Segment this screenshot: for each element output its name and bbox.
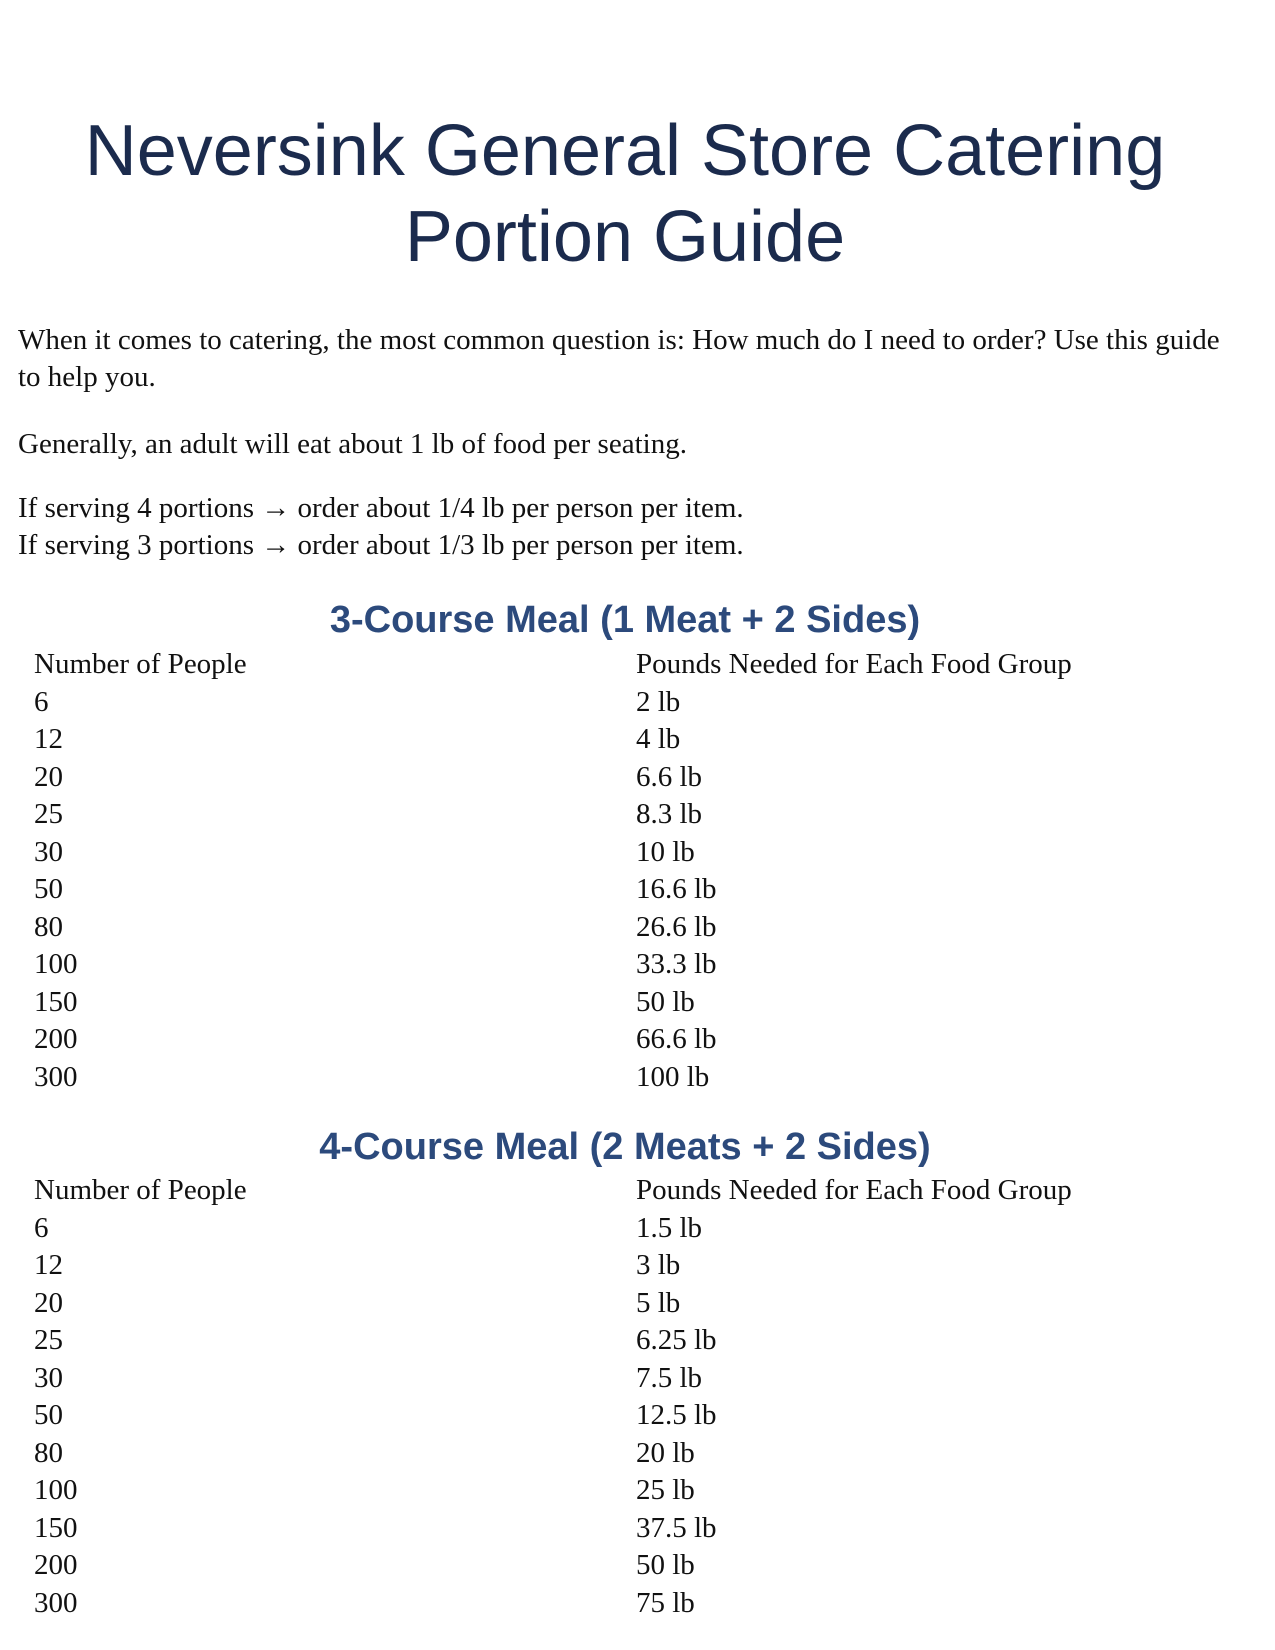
- people-count-cell: 20: [34, 1286, 63, 1319]
- pounds-needed-cell: 50 lb: [636, 985, 695, 1018]
- pounds-needed-cell: 25 lb: [636, 1474, 695, 1506]
- people-count-cell: 25: [34, 1324, 63, 1356]
- people-count-cell: 20: [34, 760, 63, 793]
- people-count-cell: 150: [34, 985, 78, 1018]
- people-count-cell: 80: [34, 1436, 63, 1469]
- table-row: [34, 909, 1214, 947]
- intro-paragraph: When it comes to catering, the most common question is: How much do I need to order? Use this guide to help you.: [18, 324, 1220, 393]
- table-row: [34, 1435, 1214, 1473]
- table-row: [34, 1285, 1214, 1323]
- pounds-needed-cell: 66.6 lb: [636, 1023, 717, 1055]
- three-portions-line: If serving 3 portions → order about 1/3 lb per person per item.: [18, 529, 744, 561]
- table-row: [34, 871, 1214, 909]
- column-header-pounds: Pounds Needed for Each Food Group: [636, 648, 1072, 680]
- table-row: [34, 1247, 1214, 1285]
- table-row: [34, 984, 1214, 1022]
- people-count-cell: 300: [34, 1586, 78, 1619]
- table-row: [34, 1397, 1214, 1435]
- pounds-needed-cell: 6.25 lb: [636, 1324, 717, 1356]
- table-row: [34, 834, 1214, 872]
- pounds-needed-cell: 33.3 lb: [636, 948, 717, 980]
- pounds-needed-cell: 100 lb: [636, 1060, 710, 1093]
- four-course-heading: 4-Course Meal (2 Meats + 2 Sides): [319, 1126, 931, 1168]
- pounds-needed-cell: 12.5 lb: [636, 1399, 717, 1431]
- table-header-row: [34, 646, 1214, 684]
- people-count-cell: 6: [34, 685, 49, 718]
- people-count-cell: 6: [34, 1211, 49, 1244]
- three-course-table: [34, 646, 1214, 1096]
- people-count-cell: 300: [34, 1060, 78, 1093]
- table-row: [34, 721, 1214, 759]
- table-row: [34, 946, 1214, 984]
- pounds-needed-cell: 26.6 lb: [636, 910, 717, 943]
- pounds-needed-cell: 10 lb: [636, 835, 695, 868]
- table-row: [34, 1322, 1214, 1360]
- column-header-people: Number of People: [34, 648, 247, 680]
- table-row: [34, 684, 1214, 722]
- table-row: [34, 1472, 1214, 1510]
- column-header-people: Number of People: [34, 1174, 247, 1206]
- people-count-cell: 30: [34, 835, 63, 868]
- table-row: [34, 1360, 1214, 1398]
- people-count-cell: 80: [34, 910, 63, 943]
- people-count-cell: 100: [34, 1474, 78, 1506]
- table-row: [34, 1585, 1214, 1623]
- table-row: [34, 796, 1214, 834]
- pounds-needed-cell: 1.5 lb: [636, 1211, 703, 1244]
- people-count-cell: 50: [34, 873, 63, 905]
- page-title-line-2: Portion Guide: [404, 197, 846, 277]
- table-row: [34, 1510, 1214, 1548]
- people-count-cell: 12: [34, 723, 63, 755]
- people-count-cell: 100: [34, 948, 78, 980]
- pounds-needed-cell: 7.5 lb: [636, 1361, 703, 1394]
- pounds-needed-cell: 3 lb: [636, 1249, 681, 1281]
- page-title: [0, 108, 1250, 280]
- people-count-cell: 150: [34, 1511, 78, 1544]
- page-title-line-1: Neversink General Store Catering: [84, 111, 1166, 191]
- table-row: [34, 759, 1214, 797]
- pounds-needed-cell: 75 lb: [636, 1586, 695, 1619]
- pounds-needed-cell: 2 lb: [636, 685, 681, 718]
- four-course-table: [34, 1172, 1214, 1622]
- serving-portions-note: [18, 490, 1248, 564]
- people-count-cell: 50: [34, 1399, 63, 1431]
- table-row: [34, 1210, 1214, 1248]
- pounds-needed-cell: 5 lb: [636, 1286, 681, 1319]
- four-portions-line: If serving 4 portions → order about 1/4 lb per person per item.: [18, 492, 744, 524]
- people-count-cell: 12: [34, 1249, 63, 1281]
- pounds-needed-cell: 16.6 lb: [636, 873, 717, 905]
- column-header-pounds: Pounds Needed for Each Food Group: [636, 1174, 1072, 1206]
- people-count-cell: 200: [34, 1023, 78, 1055]
- pounds-needed-cell: 8.3 lb: [636, 798, 703, 830]
- pounds-needed-cell: 50 lb: [636, 1549, 695, 1581]
- table-row: [34, 1059, 1214, 1097]
- table-row: [34, 1547, 1214, 1585]
- pounds-needed-cell: 6.6 lb: [636, 760, 703, 793]
- pounds-needed-cell: 4 lb: [636, 723, 681, 755]
- three-course-heading: 3-Course Meal (1 Meat + 2 Sides): [329, 599, 921, 641]
- people-count-cell: 200: [34, 1549, 78, 1581]
- table-header-row: [34, 1172, 1214, 1210]
- people-count-cell: 30: [34, 1361, 63, 1394]
- people-count-cell: 25: [34, 798, 63, 830]
- adult-portion-note: Generally, an adult will eat about 1 lb of food per seating.: [18, 428, 687, 460]
- pounds-needed-cell: 37.5 lb: [636, 1511, 717, 1544]
- pounds-needed-cell: 20 lb: [636, 1436, 695, 1469]
- table-row: [34, 1021, 1214, 1059]
